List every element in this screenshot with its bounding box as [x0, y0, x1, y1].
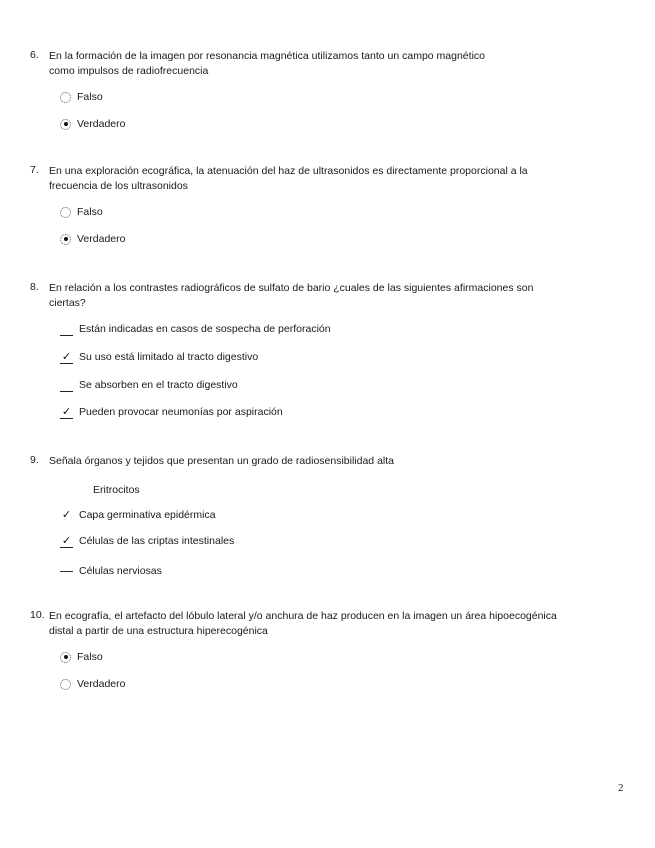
radio-button[interactable] — [60, 679, 71, 690]
q7-option-verdadero[interactable]: Verdadero — [60, 231, 125, 247]
q8-option-3[interactable]: Se absorben en el tracto digestivo — [60, 377, 238, 393]
checkbox-checked[interactable]: ✓ — [61, 509, 72, 521]
q9-option-3[interactable]: ✓ Células de las criptas intestinales — [61, 535, 235, 547]
question-text: En ecografía, el artefacto del lóbulo lateral y/o anchura de haz producen en la imagen un área hipoecogénica distal a partir de una estructura hiperecogénica — [49, 610, 557, 637]
question-text: En relación a los contrastes radiográficos de sulfato de bario ¿cuales de las siguientes afirmaciones son ciertas? — [49, 282, 534, 309]
q9-option-4[interactable]: Células nerviosas — [60, 563, 162, 579]
question-text: En una exploración ecográfica, la atenuación del haz de ultrasonidos es directamente proporcional a la frecuencia de los ultrasonidos — [49, 165, 528, 192]
question-6 — [30, 49, 600, 79]
question-number: 10. — [30, 609, 45, 621]
q6-option-verdadero[interactable]: Verdadero — [60, 116, 125, 132]
checkbox-checked[interactable]: ✓ — [61, 351, 72, 363]
q9-option-2[interactable]: ✓ Capa germinativa epidérmica — [61, 509, 216, 521]
radio-button[interactable] — [60, 207, 71, 218]
checkbox-checked[interactable]: ✓ — [61, 406, 72, 418]
q7-option-falso[interactable]: Falso — [60, 204, 103, 220]
radio-button-selected[interactable] — [60, 652, 71, 663]
radio-button-selected[interactable] — [60, 119, 71, 130]
question-9 — [30, 454, 628, 469]
q9-option-1[interactable]: Eritrocitos — [60, 482, 140, 498]
q8-option-1[interactable]: Están indicadas en casos de sospecha de perforación — [60, 321, 331, 337]
q10-option-falso[interactable]: Falso — [60, 649, 103, 665]
question-number: 9. — [30, 454, 39, 466]
q8-option-4[interactable]: ✓ Pueden provocar neumonías por aspiración — [61, 406, 283, 418]
question-text: Señala órganos y tejidos que presentan un grado de radiosensibilidad alta — [49, 455, 394, 467]
q6-option-falso[interactable]: Falso — [60, 89, 103, 105]
checkbox[interactable] — [60, 322, 73, 336]
checkbox[interactable] — [60, 571, 73, 572]
radio-button-selected[interactable] — [60, 234, 71, 245]
question-text: En la formación de la imagen por resonancia magnética utilizamos tanto un campo magnético como impulsos de radiofrecuencia — [49, 50, 485, 77]
checkbox[interactable] — [60, 483, 73, 497]
q8-option-2[interactable]: ✓ Su uso está limitado al tracto digestivo — [61, 351, 259, 363]
radio-button[interactable] — [60, 92, 71, 103]
q10-option-verdadero[interactable]: Verdadero — [60, 676, 125, 692]
checkbox[interactable] — [60, 378, 73, 392]
checkbox-checked[interactable]: ✓ — [61, 535, 72, 547]
page-number: 2 — [618, 782, 624, 794]
question-10 — [30, 609, 628, 639]
question-number: 8. — [30, 281, 39, 293]
question-number: 7. — [30, 164, 39, 176]
question-8 — [30, 281, 628, 311]
question-number: 6. — [30, 49, 39, 61]
question-7 — [30, 164, 628, 194]
